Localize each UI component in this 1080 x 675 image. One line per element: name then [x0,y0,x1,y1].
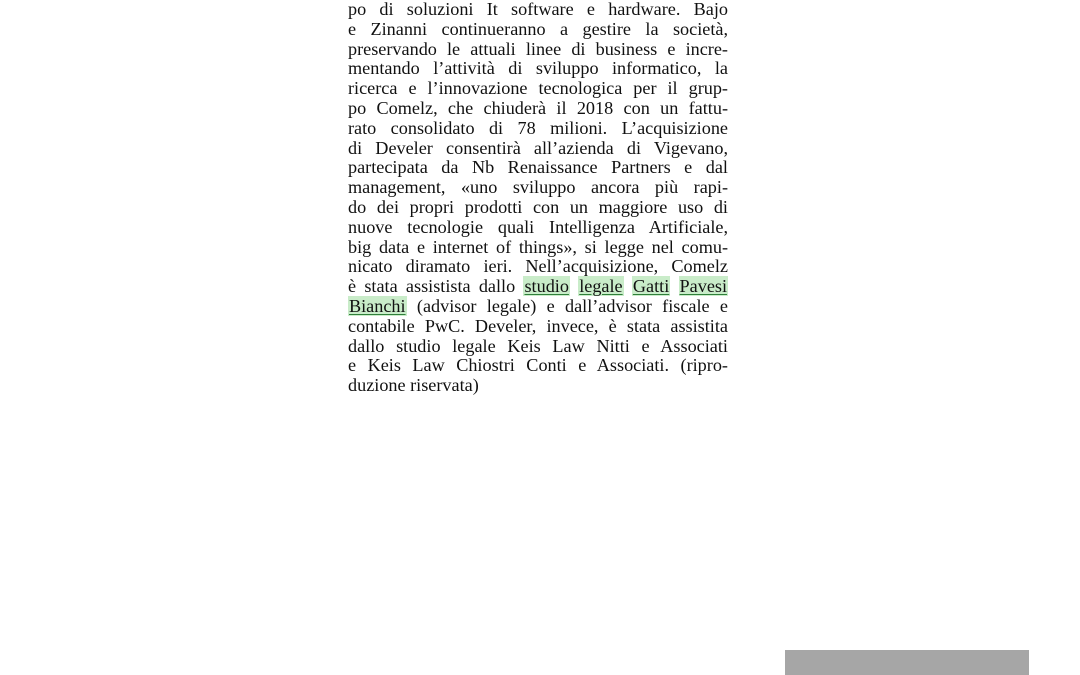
article-line: rato consolidato di 78 milioni. L’acquisizione [348,117,728,138]
article-line: contabile PwC. Develer, invece, è stata assistita [348,315,728,336]
line-text: (advisor legale) e dall’advisor fiscale e [406,295,728,316]
article-line-with-highlights [348,277,728,297]
article-line: preservando le attuali linee di business e incre- [348,38,728,59]
article-line: big data e internet of things», si legge nel comu- [348,236,728,257]
highlighted-term[interactable]: studio [524,276,569,297]
article-column [348,0,728,396]
article-line-with-highlights [348,297,728,317]
article-line: mentando l’attività di sviluppo informatico, la [348,58,728,79]
highlighted-term[interactable]: Pavesi [679,276,728,297]
article-line: nuove tecnologie quali Intelligenza Artificiale, [348,216,728,237]
article-line: po Comelz, che chiuderà il 2018 con un fattu- [348,97,728,118]
article-line: nicato diramato ieri. Nell’acquisizione, Comelz [348,256,728,277]
article-line: dallo studio legale Keis Law Nitti e Associati [348,335,728,356]
article-line: di Develer consentirà all’azienda di Vigevano, [348,137,728,158]
article-line: management, «uno sviluppo ancora più rapi- [348,177,728,198]
article-line: partecipata da Nb Renaissance Partners e dal [348,157,728,178]
article-line: e Keis Law Chiostri Conti e Associati. (ripro- [348,355,728,376]
line-text: è stata assistista dallo [348,276,524,297]
highlighted-term[interactable]: Bianchi [349,295,406,316]
highlighted-term[interactable]: legale [579,276,623,297]
highlighted-term[interactable]: Gatti [632,276,670,297]
article-line: e Zinanni continueranno a gestire la società, [348,18,728,39]
article-line: ricerca e l’innovazione tecnologica per il grup- [348,78,728,99]
article-line: duzione riservata) [348,375,479,396]
article-line: po di soluzioni It software e hardware. Bajo [348,0,728,19]
page-footer-bar [785,650,1029,675]
article-line: do dei propri prodotti con un maggiore uso di [348,196,728,217]
